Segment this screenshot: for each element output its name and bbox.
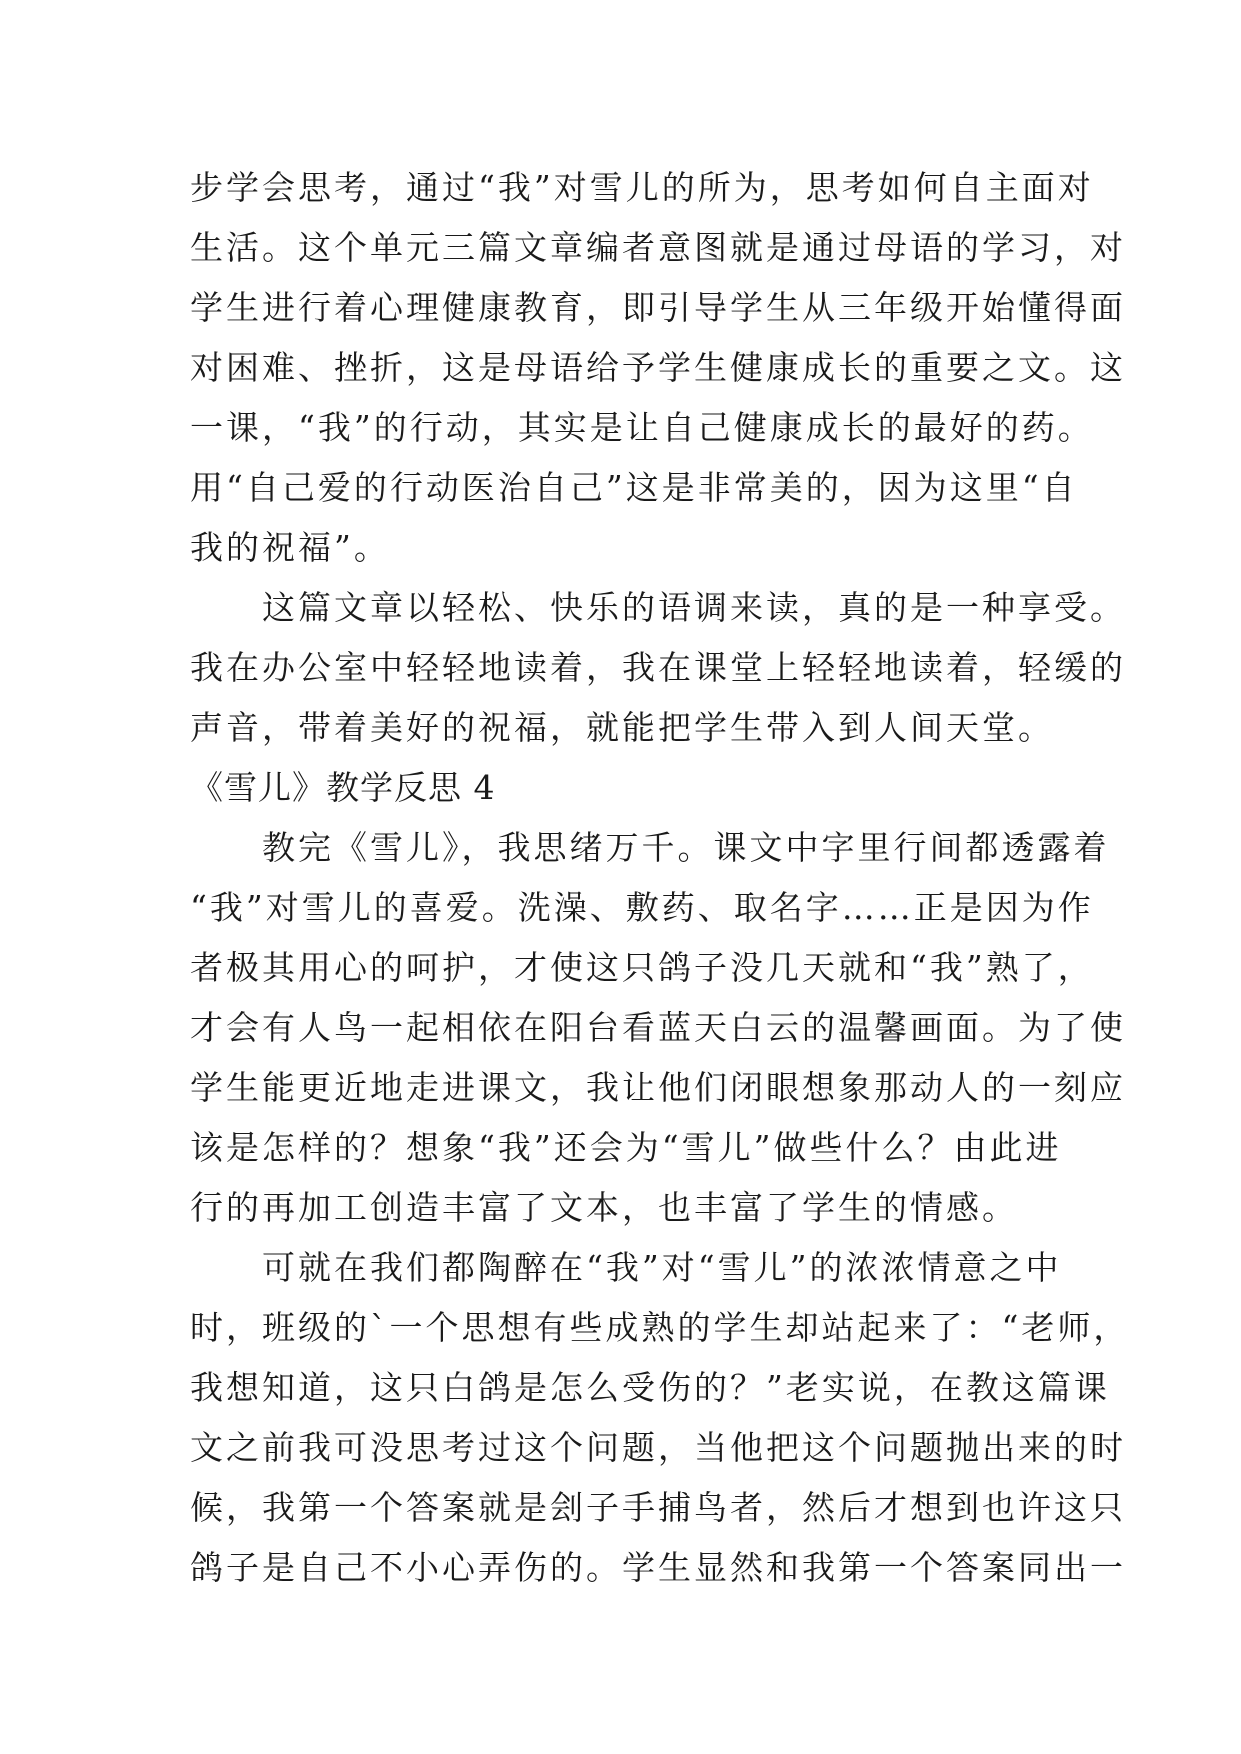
text-line: 生活。这个单元三篇文章编者意图就是通过母语的学习，对 bbox=[190, 228, 1126, 267]
text-line: 我想知道，这只白鸽是怎么受伤的？”老实说，在教这篇课 bbox=[190, 1368, 1110, 1407]
text-line: 一课，“我”的行动，其实是让自己健康成长的最好的药。 bbox=[190, 408, 1094, 447]
text-line: 对困难、挫折，这是母语给予学生健康成长的重要之文。这 bbox=[190, 348, 1126, 387]
text-line: 步学会思考，通过“我”对雪儿的所为，思考如何自主面对 bbox=[190, 168, 1094, 207]
text-line: 声音，带着美好的祝福，就能把学生带入到人间天堂。 bbox=[190, 708, 1054, 747]
text-line: 教完《雪儿》，我思绪万千。课文中字里行间都透露着 bbox=[190, 828, 1110, 867]
document-body bbox=[190, 158, 1130, 1598]
text-line: 可就在我们都陶醉在“我”对“雪儿”的浓浓情意之中 bbox=[190, 1248, 1062, 1287]
text-line: 该是怎样的？想象“我”还会为“雪儿”做些什么？由此进 bbox=[190, 1128, 1062, 1167]
text-line: 才会有人鸟一起相依在阳台看蓝天白云的温馨画面。为了使 bbox=[190, 1008, 1126, 1047]
text-line: 这篇文章以轻松、快乐的语调来读，真的是一种享受。 bbox=[190, 588, 1126, 627]
text-line: 学生进行着心理健康教育，即引导学生从三年级开始懂得面 bbox=[190, 288, 1126, 327]
text-line: “我”对雪儿的喜爱。洗澡、敷药、取名字……正是因为作 bbox=[190, 888, 1094, 927]
text-line: 用“自己爱的行动医治自己”这是非常美的，因为这里“自 bbox=[190, 468, 1078, 507]
text-line: 学生能更近地走进课文，我让他们闭眼想象那动人的一刻应 bbox=[190, 1068, 1126, 1107]
text-line: 我的祝福”。 bbox=[190, 528, 390, 567]
section-title: 《雪儿》教学反思 4 bbox=[190, 768, 496, 807]
text-line: 时，班级的`一个思想有些成熟的学生却站起来了：“老师， bbox=[190, 1308, 1130, 1347]
text-line: 我在办公室中轻轻地读着，我在课堂上轻轻地读着，轻缓的 bbox=[190, 648, 1126, 687]
text-line: 文之前我可没思考过这个问题，当他把这个问题抛出来的时 bbox=[190, 1428, 1126, 1467]
text-line: 鸽子是自己不小心弄伤的。学生显然和我第一个答案同出一 bbox=[190, 1548, 1126, 1587]
text-line: 候，我第一个答案就是刽子手捕鸟者，然后才想到也许这只 bbox=[190, 1488, 1126, 1527]
text-line: 者极其用心的呵护，才使这只鸽子没几天就和“我”熟了， bbox=[190, 948, 1094, 987]
text-line: 行的再加工创造丰富了文本，也丰富了学生的情感。 bbox=[190, 1188, 1018, 1227]
